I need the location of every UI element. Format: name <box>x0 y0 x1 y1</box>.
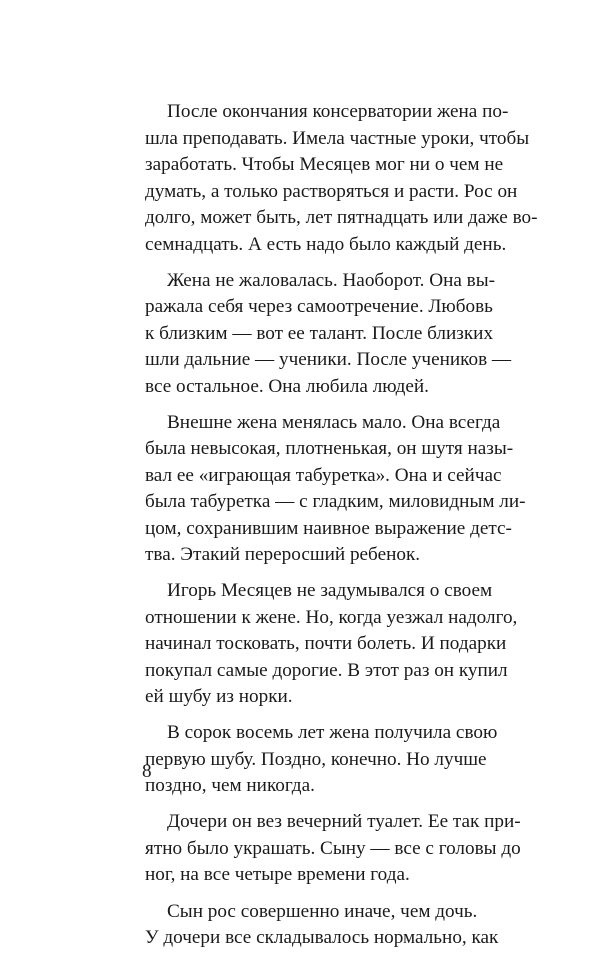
paragraph <box>145 268 512 401</box>
text-line: В сорок восемь лет жена получила свою <box>167 722 498 744</box>
text-line: долго, может быть, лет пятнадцать или даже во- <box>145 207 538 228</box>
paragraph <box>145 720 498 800</box>
text-line: ятно было украшать. Сыну — все с головы до <box>145 837 521 859</box>
body-text <box>145 99 538 961</box>
text-line: первую шубу. Поздно, конечно. Но лучше <box>145 748 487 770</box>
text-line: к близким — вот ее талант. После близких <box>145 322 494 344</box>
text-line: заработать. Чтобы Месяцев мог ни о чем не <box>145 154 504 175</box>
paragraph <box>145 809 521 889</box>
paragraph <box>145 410 526 569</box>
text-line: покупал самые дорогие. В этот раз он купил <box>145 659 508 681</box>
text-line: Дочери он вез вечерний туалет. Ее так при- <box>167 811 521 833</box>
text-line: ей шубу из норки. <box>145 686 293 708</box>
text-line: ражала себя через самоотречение. Любовь <box>145 296 493 318</box>
text-line: шли дальние — ученики. После учеников — <box>145 349 512 371</box>
text-line: поздно, чем никогда. <box>145 775 315 797</box>
paragraph <box>145 899 499 952</box>
text-line: ног, на все четыре времени года. <box>145 864 410 886</box>
text-line: Внешне жена менялась мало. Она всегда <box>167 411 501 433</box>
text-line: У дочери все складывалось нормально, как <box>145 927 499 949</box>
text-line: Игорь Месяцев не задумывался о своем <box>167 580 493 602</box>
page-number: 8 <box>142 761 152 782</box>
text-line: шла преподавать. Имела частные уроки, чтобы <box>145 127 530 149</box>
text-line: Сын рос совершенно иначе, чем дочь. <box>167 900 478 922</box>
text-line: начинал тосковать, почти болеть. И подарки <box>145 633 507 655</box>
text-line: тва. Этакий переросший ребенок. <box>145 544 421 566</box>
text-line: Жена не жаловалась. Наоборот. Она вы- <box>167 269 496 291</box>
text-line: семнадцать. А есть надо было каждый день. <box>145 233 507 255</box>
text-line: вал ее «играющая табуретка». Она и сейчас <box>145 464 502 486</box>
text-line: все остальное. Она любила людей. <box>145 375 429 397</box>
text-line: думать, а только растворяться и расти. Рос он <box>145 180 518 202</box>
text-line: После окончания консерватории жена по- <box>167 101 509 122</box>
paragraph <box>145 99 538 258</box>
text-line: цом, сохранившим наивное выражение детс- <box>145 517 512 539</box>
text-line: была табуретка — с гладким, миловидным ли- <box>145 491 526 513</box>
text-line: отношении к жене. Но, когда уезжал надолго, <box>145 606 518 628</box>
paragraph <box>145 578 518 711</box>
text-line: была невысокая, плотненькая, он шутя назы- <box>145 438 514 460</box>
